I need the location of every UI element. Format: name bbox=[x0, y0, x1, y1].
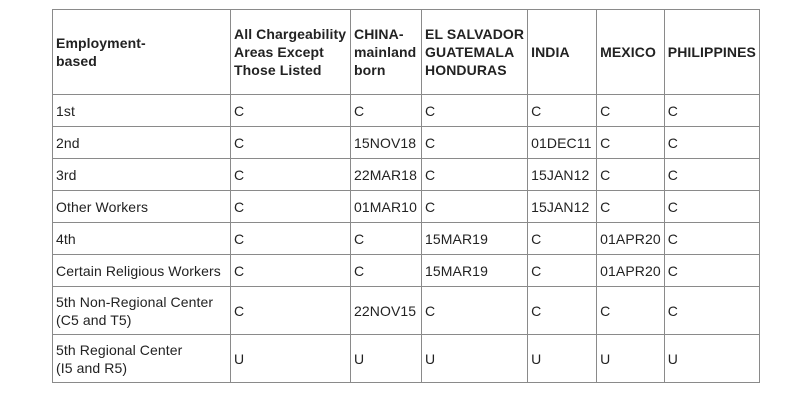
table-cell bbox=[528, 255, 597, 287]
cell-value: 15MAR19 bbox=[425, 262, 488, 279]
category-line: (I5 and R5) bbox=[56, 359, 128, 376]
table-cell bbox=[597, 255, 665, 287]
table-cell bbox=[422, 95, 528, 127]
category-line: (C5 and T5) bbox=[56, 311, 132, 328]
cell-value: C bbox=[531, 102, 542, 119]
cell-value: U bbox=[531, 350, 542, 367]
table-cell bbox=[664, 159, 759, 191]
cell-value: C bbox=[667, 302, 678, 319]
header-line: PHILIPPINES bbox=[667, 44, 756, 60]
table-cell bbox=[597, 127, 665, 159]
cell-value: C bbox=[425, 302, 436, 319]
cell-value: C bbox=[354, 230, 365, 247]
table-cell bbox=[664, 335, 759, 383]
cell-value: C bbox=[531, 302, 542, 319]
cell-value: C bbox=[667, 230, 678, 247]
category-line: 3rd bbox=[56, 166, 77, 183]
table-cell bbox=[597, 223, 665, 255]
table-cell bbox=[231, 127, 351, 159]
cell-value: C bbox=[234, 166, 245, 183]
cell-value: C bbox=[600, 166, 611, 183]
table-cell bbox=[664, 191, 759, 223]
table-cell bbox=[528, 191, 597, 223]
cell-value: C bbox=[425, 134, 436, 151]
cell-value: 01MAR10 bbox=[354, 198, 417, 215]
table-cell bbox=[231, 159, 351, 191]
cell-value: C bbox=[425, 102, 436, 119]
category-line: Other Workers bbox=[56, 198, 149, 215]
cell-value: C bbox=[667, 198, 678, 215]
header-line: Employment- bbox=[56, 35, 146, 51]
cell-value: U bbox=[667, 350, 678, 367]
table-cell bbox=[422, 159, 528, 191]
cell-value: 15JAN12 bbox=[531, 166, 590, 183]
cell-value: U bbox=[234, 350, 245, 367]
table-cell bbox=[664, 287, 759, 335]
table-cell bbox=[422, 255, 528, 287]
cell-value: 15JAN12 bbox=[531, 198, 590, 215]
column-header bbox=[231, 10, 351, 95]
column-header bbox=[528, 10, 597, 95]
table-cell bbox=[422, 127, 528, 159]
cell-value: 01APR20 bbox=[600, 262, 661, 279]
column-header bbox=[422, 10, 528, 95]
header-line: mainland bbox=[354, 44, 417, 60]
cell-value: 01DEC11 bbox=[531, 134, 592, 151]
category-line: 5th Non-Regional Center bbox=[56, 293, 214, 310]
table-row bbox=[53, 223, 760, 255]
cell-value: C bbox=[600, 134, 611, 151]
table-cell bbox=[528, 127, 597, 159]
table-cell bbox=[351, 335, 422, 383]
table-cell bbox=[231, 255, 351, 287]
header-line: Those Listed bbox=[234, 62, 322, 78]
table-cell bbox=[528, 223, 597, 255]
table-row bbox=[53, 335, 760, 383]
header-line: born bbox=[354, 62, 386, 78]
cell-value: C bbox=[234, 134, 245, 151]
column-header bbox=[53, 10, 231, 95]
table-cell bbox=[664, 127, 759, 159]
header-line: CHINA- bbox=[354, 26, 404, 42]
cell-value: C bbox=[531, 230, 542, 247]
cell-value: 22NOV15 bbox=[354, 302, 417, 319]
header-line: based bbox=[56, 53, 97, 69]
table-cell bbox=[422, 223, 528, 255]
table-cell bbox=[422, 191, 528, 223]
table-row bbox=[53, 191, 760, 223]
header-line: EL SALVADOR bbox=[425, 26, 525, 42]
category-line: 1st bbox=[56, 102, 75, 119]
table-row bbox=[53, 287, 760, 335]
table-cell bbox=[351, 255, 422, 287]
header-line: All Chargeability bbox=[234, 26, 347, 42]
cell-value: 01APR20 bbox=[600, 230, 661, 247]
table-cell bbox=[351, 95, 422, 127]
table-cell bbox=[528, 159, 597, 191]
column-header bbox=[351, 10, 422, 95]
table-cell bbox=[231, 287, 351, 335]
header-line: MEXICO bbox=[600, 44, 656, 60]
cell-value: C bbox=[600, 198, 611, 215]
table-cell bbox=[231, 191, 351, 223]
cell-value: C bbox=[600, 102, 611, 119]
table-cell bbox=[528, 335, 597, 383]
category-cell bbox=[53, 95, 231, 127]
visa-bulletin-table bbox=[52, 9, 760, 383]
category-line: 5th Regional Center bbox=[56, 341, 183, 358]
cell-value: C bbox=[354, 102, 365, 119]
table-cell bbox=[351, 223, 422, 255]
cell-value: C bbox=[425, 198, 436, 215]
header-line: INDIA bbox=[531, 44, 570, 60]
category-cell bbox=[53, 191, 231, 223]
table-cell bbox=[664, 95, 759, 127]
table-cell bbox=[422, 335, 528, 383]
cell-value: C bbox=[234, 198, 245, 215]
category-line: Certain Religious Workers bbox=[56, 262, 221, 279]
cell-value: U bbox=[354, 350, 365, 367]
table-cell bbox=[422, 287, 528, 335]
header-line: Areas Except bbox=[234, 44, 324, 60]
category-line: 2nd bbox=[56, 134, 80, 151]
column-header bbox=[597, 10, 665, 95]
cell-value: U bbox=[425, 350, 436, 367]
table-cell bbox=[351, 287, 422, 335]
category-cell bbox=[53, 159, 231, 191]
table-cell bbox=[351, 127, 422, 159]
cell-value: 15NOV18 bbox=[354, 134, 417, 151]
table-cell bbox=[351, 159, 422, 191]
table-row bbox=[53, 127, 760, 159]
table-cell bbox=[597, 159, 665, 191]
cell-value: C bbox=[425, 166, 436, 183]
cell-value: C bbox=[234, 102, 245, 119]
table-cell bbox=[597, 95, 665, 127]
table-cell bbox=[597, 191, 665, 223]
table-cell bbox=[231, 223, 351, 255]
table-row bbox=[53, 159, 760, 191]
cell-value: C bbox=[667, 102, 678, 119]
table-cell bbox=[351, 191, 422, 223]
category-cell bbox=[53, 255, 231, 287]
table-cell bbox=[231, 95, 351, 127]
cell-value: C bbox=[600, 302, 611, 319]
category-cell bbox=[53, 127, 231, 159]
header-row bbox=[53, 10, 760, 95]
table-cell bbox=[597, 287, 665, 335]
cell-value: C bbox=[667, 134, 678, 151]
cell-value: C bbox=[354, 262, 365, 279]
column-header bbox=[664, 10, 759, 95]
category-cell bbox=[53, 335, 231, 383]
cell-value: C bbox=[234, 230, 245, 247]
cell-value: 22MAR18 bbox=[354, 166, 417, 183]
cell-value: C bbox=[667, 166, 678, 183]
category-cell bbox=[53, 223, 231, 255]
category-line: 4th bbox=[56, 230, 76, 247]
cell-value: 15MAR19 bbox=[425, 230, 488, 247]
table-cell bbox=[528, 95, 597, 127]
cell-value: U bbox=[600, 350, 611, 367]
table-row bbox=[53, 95, 760, 127]
table-cell bbox=[664, 255, 759, 287]
cell-value: C bbox=[531, 262, 542, 279]
table-cell bbox=[231, 335, 351, 383]
header-line: HONDURAS bbox=[425, 62, 507, 78]
cell-value: C bbox=[234, 302, 245, 319]
category-cell bbox=[53, 287, 231, 335]
table-cell bbox=[597, 335, 665, 383]
table-cell bbox=[664, 223, 759, 255]
table-cell bbox=[528, 287, 597, 335]
header-line: GUATEMALA bbox=[425, 44, 515, 60]
cell-value: C bbox=[234, 262, 245, 279]
cell-value: C bbox=[667, 262, 678, 279]
table-row bbox=[53, 255, 760, 287]
